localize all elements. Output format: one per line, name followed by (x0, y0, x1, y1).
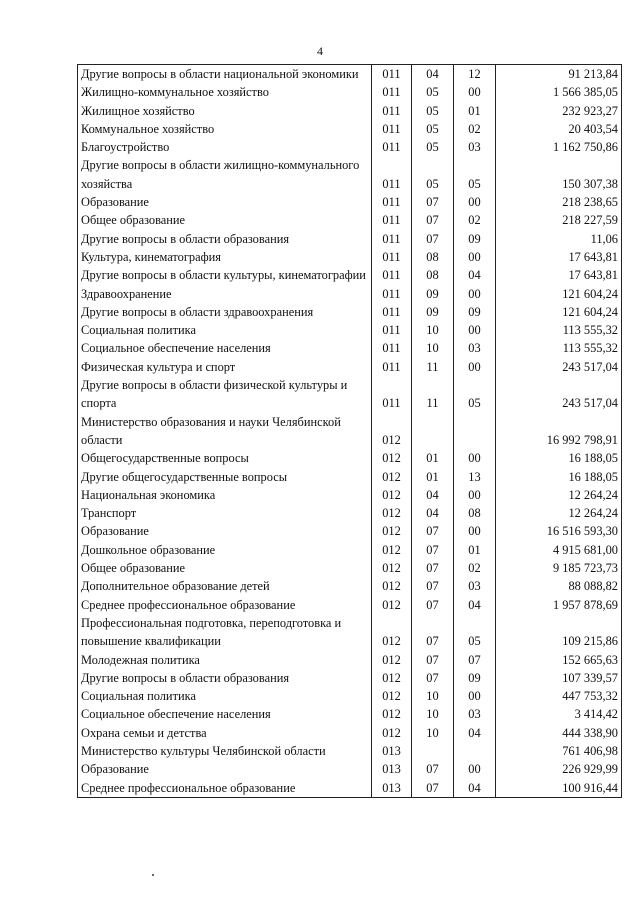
row-name: Социальная политика (78, 687, 372, 705)
row-section: 07 (412, 559, 454, 577)
row-amount: 16 992 798,91 (496, 413, 622, 450)
budget-table-body (78, 65, 622, 798)
row-code: 012 (372, 522, 412, 540)
table-row (78, 742, 622, 760)
row-subsection: 08 (454, 504, 496, 522)
row-name: Другие вопросы в области национальной экономики (78, 65, 372, 84)
row-name: Образование (78, 193, 372, 211)
table-row (78, 651, 622, 669)
row-amount: 16 188,05 (496, 449, 622, 467)
row-subsection: 03 (454, 577, 496, 595)
row-subsection: 00 (454, 83, 496, 101)
row-section: 10 (412, 687, 454, 705)
table-row (78, 577, 622, 595)
row-section: 09 (412, 303, 454, 321)
row-section: 07 (412, 669, 454, 687)
row-name: Социальная политика (78, 321, 372, 339)
row-name: Образование (78, 760, 372, 778)
row-code: 012 (372, 687, 412, 705)
row-section: 07 (412, 596, 454, 614)
row-code: 011 (372, 65, 412, 84)
row-code: 011 (372, 303, 412, 321)
table-row (78, 339, 622, 357)
row-amount: 107 339,57 (496, 669, 622, 687)
row-amount: 109 215,86 (496, 614, 622, 651)
row-subsection: 00 (454, 321, 496, 339)
row-subsection: 00 (454, 358, 496, 376)
row-name: Национальная экономика (78, 486, 372, 504)
row-code: 012 (372, 413, 412, 450)
row-amount: 1 162 750,86 (496, 138, 622, 156)
row-code: 012 (372, 651, 412, 669)
row-amount: 4 915 681,00 (496, 541, 622, 559)
row-section: 05 (412, 83, 454, 101)
row-name: Здравоохранение (78, 285, 372, 303)
row-section: 05 (412, 156, 454, 193)
table-row (78, 413, 622, 450)
row-code: 011 (372, 358, 412, 376)
row-subsection: 02 (454, 559, 496, 577)
row-name: Образование (78, 522, 372, 540)
row-name: Другие вопросы в области образования (78, 230, 372, 248)
table-row (78, 376, 622, 413)
row-section: 07 (412, 522, 454, 540)
row-section: 04 (412, 486, 454, 504)
row-name: Министерство культуры Челябинской области (78, 742, 372, 760)
row-subsection: 09 (454, 303, 496, 321)
page-number: 4 (317, 44, 323, 58)
row-section: 07 (412, 230, 454, 248)
row-name: Другие общегосударственные вопросы (78, 468, 372, 486)
row-name: Транспорт (78, 504, 372, 522)
row-section: 10 (412, 321, 454, 339)
row-code: 011 (372, 230, 412, 248)
row-name: Физическая культура и спорт (78, 358, 372, 376)
row-name: Коммунальное хозяйство (78, 120, 372, 138)
row-section: 10 (412, 724, 454, 742)
table-row (78, 230, 622, 248)
row-name: Благоустройство (78, 138, 372, 156)
table-row (78, 120, 622, 138)
row-section: 10 (412, 339, 454, 357)
row-amount: 218 238,65 (496, 193, 622, 211)
row-code: 011 (372, 321, 412, 339)
table-row (78, 83, 622, 101)
row-amount: 218 227,59 (496, 211, 622, 229)
row-amount: 3 414,42 (496, 705, 622, 723)
row-amount: 17 643,81 (496, 248, 622, 266)
row-subsection: 04 (454, 266, 496, 284)
row-name: Другие вопросы в области жилищно-коммунального хозяйства (78, 156, 372, 193)
row-code: 012 (372, 559, 412, 577)
row-amount: 243 517,04 (496, 358, 622, 376)
table-row (78, 614, 622, 651)
row-subsection: 05 (454, 156, 496, 193)
row-amount: 113 555,32 (496, 339, 622, 357)
row-subsection: 09 (454, 669, 496, 687)
row-code: 012 (372, 669, 412, 687)
table-row (78, 705, 622, 723)
row-code: 011 (372, 211, 412, 229)
table-row (78, 358, 622, 376)
table-row (78, 266, 622, 284)
table-row (78, 303, 622, 321)
row-code: 012 (372, 449, 412, 467)
row-amount: 761 406,98 (496, 742, 622, 760)
row-subsection: 01 (454, 102, 496, 120)
row-subsection: 07 (454, 651, 496, 669)
row-code: 012 (372, 486, 412, 504)
row-code: 011 (372, 120, 412, 138)
row-amount: 150 307,38 (496, 156, 622, 193)
row-subsection: 04 (454, 724, 496, 742)
row-subsection: 00 (454, 285, 496, 303)
row-amount: 100 916,44 (496, 779, 622, 798)
row-code: 011 (372, 285, 412, 303)
row-name: Жилищно-коммунальное хозяйство (78, 83, 372, 101)
table-row (78, 321, 622, 339)
table-row (78, 486, 622, 504)
row-code: 012 (372, 577, 412, 595)
row-code: 011 (372, 339, 412, 357)
row-section: 01 (412, 468, 454, 486)
row-section: 01 (412, 449, 454, 467)
row-name: Министерство образования и науки Челябинской области (78, 413, 372, 450)
table-row (78, 596, 622, 614)
row-name: Профессиональная подготовка, переподготовка и повышение квалификации (78, 614, 372, 651)
table-row (78, 504, 622, 522)
row-code: 012 (372, 596, 412, 614)
row-code: 011 (372, 102, 412, 120)
row-subsection: 05 (454, 614, 496, 651)
budget-table (77, 64, 622, 798)
row-name: Жилищное хозяйство (78, 102, 372, 120)
row-section: 05 (412, 102, 454, 120)
row-amount: 16 516 593,30 (496, 522, 622, 540)
row-section: 11 (412, 358, 454, 376)
row-amount: 91 213,84 (496, 65, 622, 84)
table-row (78, 468, 622, 486)
table-row (78, 760, 622, 778)
row-code: 013 (372, 742, 412, 760)
table-row (78, 285, 622, 303)
table-row (78, 138, 622, 156)
row-amount: 232 923,27 (496, 102, 622, 120)
row-section: 07 (412, 614, 454, 651)
row-subsection (454, 742, 496, 760)
row-code: 012 (372, 724, 412, 742)
row-name: Другие вопросы в области физической культуры и спорта (78, 376, 372, 413)
row-amount: 17 643,81 (496, 266, 622, 284)
row-section: 05 (412, 138, 454, 156)
row-code: 011 (372, 376, 412, 413)
row-name: Общее образование (78, 211, 372, 229)
row-name: Другие вопросы в области здравоохранения (78, 303, 372, 321)
row-subsection: 03 (454, 138, 496, 156)
row-amount: 243 517,04 (496, 376, 622, 413)
table-row (78, 449, 622, 467)
table-row (78, 541, 622, 559)
row-code: 011 (372, 138, 412, 156)
row-name: Молодежная политика (78, 651, 372, 669)
row-amount: 152 665,63 (496, 651, 622, 669)
row-subsection: 09 (454, 230, 496, 248)
row-subsection: 00 (454, 248, 496, 266)
table-row (78, 156, 622, 193)
row-section: 07 (412, 193, 454, 211)
row-section: 04 (412, 504, 454, 522)
row-name: Дошкольное образование (78, 541, 372, 559)
row-subsection: 03 (454, 339, 496, 357)
row-amount: 11,06 (496, 230, 622, 248)
row-section: 08 (412, 248, 454, 266)
row-subsection: 13 (454, 468, 496, 486)
row-code: 011 (372, 248, 412, 266)
row-section: 07 (412, 577, 454, 595)
row-code: 011 (372, 266, 412, 284)
row-subsection: 00 (454, 687, 496, 705)
table-row (78, 211, 622, 229)
row-subsection: 00 (454, 193, 496, 211)
row-code: 013 (372, 760, 412, 778)
row-name: Среднее профессиональное образование (78, 779, 372, 798)
row-subsection: 03 (454, 705, 496, 723)
row-amount: 121 604,24 (496, 303, 622, 321)
row-section: 11 (412, 376, 454, 413)
row-section: 09 (412, 285, 454, 303)
row-code: 012 (372, 614, 412, 651)
row-amount: 444 338,90 (496, 724, 622, 742)
row-section: 07 (412, 779, 454, 798)
row-name: Другие вопросы в области культуры, кинематографии (78, 266, 372, 284)
row-subsection: 12 (454, 65, 496, 84)
table-row (78, 779, 622, 798)
row-subsection: 05 (454, 376, 496, 413)
row-code: 012 (372, 468, 412, 486)
row-subsection: 00 (454, 449, 496, 467)
table-row (78, 102, 622, 120)
row-amount: 20 403,54 (496, 120, 622, 138)
row-amount: 12 264,24 (496, 486, 622, 504)
row-name: Социальное обеспечение населения (78, 705, 372, 723)
row-name: Другие вопросы в области образования (78, 669, 372, 687)
row-amount: 9 185 723,73 (496, 559, 622, 577)
row-code: 011 (372, 193, 412, 211)
row-name: Общее образование (78, 559, 372, 577)
table-row (78, 65, 622, 84)
row-subsection: 00 (454, 486, 496, 504)
row-code: 012 (372, 504, 412, 522)
scan-dot (152, 874, 154, 876)
row-section (412, 413, 454, 450)
row-subsection: 02 (454, 120, 496, 138)
row-code: 011 (372, 83, 412, 101)
row-section: 07 (412, 211, 454, 229)
row-section: 04 (412, 65, 454, 84)
table-row (78, 687, 622, 705)
row-amount: 88 088,82 (496, 577, 622, 595)
row-subsection (454, 413, 496, 450)
row-subsection: 00 (454, 522, 496, 540)
row-section: 07 (412, 760, 454, 778)
row-section: 07 (412, 541, 454, 559)
row-section: 05 (412, 120, 454, 138)
row-code: 013 (372, 779, 412, 798)
row-amount: 12 264,24 (496, 504, 622, 522)
row-subsection: 04 (454, 779, 496, 798)
table-row (78, 193, 622, 211)
table-row (78, 522, 622, 540)
row-amount: 447 753,32 (496, 687, 622, 705)
row-subsection: 02 (454, 211, 496, 229)
row-section (412, 742, 454, 760)
row-name: Дополнительное образование детей (78, 577, 372, 595)
row-section: 10 (412, 705, 454, 723)
row-amount: 113 555,32 (496, 321, 622, 339)
row-code: 012 (372, 541, 412, 559)
row-amount: 16 188,05 (496, 468, 622, 486)
row-subsection: 04 (454, 596, 496, 614)
row-name: Социальное обеспечение населения (78, 339, 372, 357)
table-row (78, 559, 622, 577)
row-amount: 121 604,24 (496, 285, 622, 303)
table-row (78, 669, 622, 687)
row-subsection: 01 (454, 541, 496, 559)
row-amount: 1 566 385,05 (496, 83, 622, 101)
row-name: Среднее профессиональное образование (78, 596, 372, 614)
row-amount: 226 929,99 (496, 760, 622, 778)
row-name: Общегосударственные вопросы (78, 449, 372, 467)
table-row (78, 248, 622, 266)
row-name: Охрана семьи и детства (78, 724, 372, 742)
row-code: 011 (372, 156, 412, 193)
row-section: 07 (412, 651, 454, 669)
row-amount: 1 957 878,69 (496, 596, 622, 614)
row-subsection: 00 (454, 760, 496, 778)
row-section: 08 (412, 266, 454, 284)
row-code: 012 (372, 705, 412, 723)
row-name: Культура, кинематография (78, 248, 372, 266)
table-row (78, 724, 622, 742)
